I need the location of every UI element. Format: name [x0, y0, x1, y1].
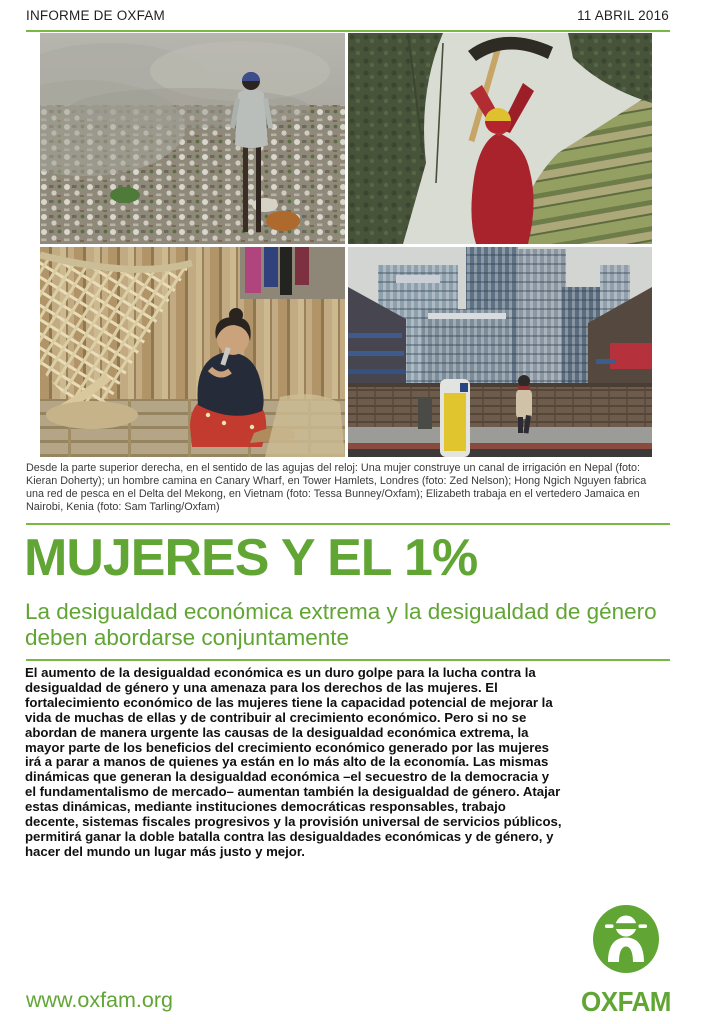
caption-divider	[26, 523, 670, 525]
report-kicker: INFORME DE OXFAM	[26, 8, 165, 23]
subtitle-divider	[26, 659, 670, 661]
photo-vietnam-net-image	[40, 247, 345, 457]
page-subtitle: La desigualdad económica extrema y la desigualdad de género deben abordarse conjuntamente	[25, 599, 657, 651]
header-divider	[26, 30, 670, 32]
oxfam-url-link[interactable]: www.oxfam.org	[26, 988, 173, 1012]
bollard	[440, 379, 470, 457]
photo-vietnam-net	[40, 247, 345, 457]
page-title: MUJERES Y EL 1%	[24, 529, 478, 587]
photo-grid	[40, 33, 652, 457]
report-date: 11 ABRIL 2016	[577, 8, 669, 23]
photo-nairobi-dump	[40, 33, 345, 244]
photo-nepal-pickaxe-image	[348, 33, 652, 244]
oxfam-wordmark: OXFAM	[581, 985, 671, 1018]
photo-nairobi-dump-image	[40, 33, 345, 244]
oxfam-logo	[577, 905, 675, 1016]
photo-caption: Desde la parte superior derecha, en el sentido de las agujas del reloj: Una mujer construye un canal de irrigación en Nepal (foto: Kieran Doherty); un hombre camina en Canary Wharf, en Tower Hamlets, Londres (foto: Zed Nelson); Hong Ngich Nguyen fabrica una red de pesca en el Delta del Mekong, en Vietnam (foto: Tessa Bunney/Oxfam); Elizabeth trabaja en el vertedero Jamaica en Nairobi, Kenia (foto: Sam Tarling/Oxfam)	[26, 462, 647, 514]
oxfam-person-icon	[593, 905, 659, 973]
summary-paragraph: El aumento de la desigualdad económica es un duro golpe para la lucha contra la desigualdad de género y una amenaza para los derechos de las mujeres. El fortalecimiento económico de las mujeres tiene la capacidad potencial de mejorar la vida de muchas de ellas y de contribuir al crecimiento económico. Pero si no se abordan de manera urgente las causas de la desigualdad económica extrema, la mayor parte de los beneficios del crecimiento económico generado por las mujeres irá a parar a manos de quienes ya están en lo más alto de la economía. Las mismas dinámicas que generan la desigualdad económica –el secuestro de la democracia y el fundamentalismo de mercado– aumentan también la desigualdad de género. Atajar estas dinámicas, mediante instituciones democráticas responsables, trabajo decente, sistemas fiscales progresivos y la provisión universal de servicios públicos, permitirá ganar la doble batalla contra las desigualdades económicas y de género, y hacer del mundo un lugar más justo y mejor.	[25, 665, 562, 859]
photo-canary-wharf	[348, 247, 652, 457]
photo-canary-wharf-image	[348, 247, 652, 457]
photo-nepal-pickaxe	[348, 33, 652, 244]
